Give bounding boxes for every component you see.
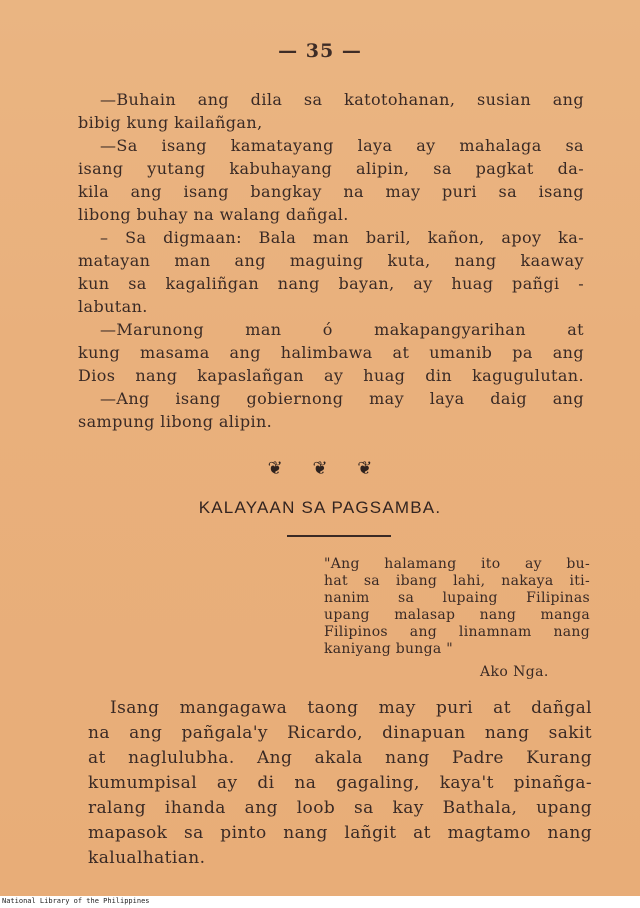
epigraph-line: "Ang halamang ito ay bu-	[324, 556, 590, 572]
quotes-line: isang yutang kabuhayang alipin, sa pagkat da-	[78, 159, 584, 178]
quotes-block	[78, 88, 584, 433]
quotes-line: matayan man ang maguing kuta, nang kaaway	[78, 251, 584, 270]
title-underline	[287, 535, 391, 537]
body-line: mapasok sa pinto nang lañgit at magtamo nang	[88, 823, 592, 843]
quotes-line: kung masama ang halimbawa at umanib pa ang	[78, 343, 584, 362]
quotes-line: —Buhain ang dila sa katotohanan, susian ang	[100, 90, 584, 109]
body-line: na ang pañgala'y Ricardo, dinapuan nang sakit	[88, 723, 592, 743]
body-line: kumumpisal ay di na gagaling, kaya't pinañga-	[88, 773, 592, 793]
page-number: — 35 —	[278, 40, 362, 62]
body-paragraph	[88, 696, 592, 871]
epigraph-block	[324, 556, 590, 658]
body-line: ralang ihanda ang loob sa kay Bathala, upang	[88, 798, 592, 818]
epigraph-line: upang malasap nang manga	[324, 607, 590, 623]
epigraph-line: nanim sa lupaing Filipinas	[324, 590, 590, 606]
ornament-divider	[0, 458, 640, 479]
quotes-line: —Sa isang kamatayang laya ay mahalaga sa	[100, 136, 584, 155]
epigraph-signature: Ako Nga.	[480, 664, 549, 680]
epigraph-line: kaniyang bunga "	[324, 641, 454, 657]
quotes-line: libong buhay na walang dañgal.	[78, 205, 349, 224]
body-line: Isang mangagawa taong may puri at dañgal	[110, 698, 592, 718]
quotes-line: labutan.	[78, 297, 148, 316]
epigraph-line: hat sa ibang lahi, nakaya iti-	[324, 573, 590, 589]
quotes-line: sampung libong alipin.	[78, 412, 273, 431]
body-line: kalualhatian.	[88, 848, 206, 868]
quotes-line: Dios nang kapaslañgan ay huag din kagugulutan.	[78, 366, 584, 385]
quotes-line: kila ang isang bangkay na may puri sa isang	[78, 182, 584, 201]
section-title: KALAYAAN SA PAGSAMBA.	[198, 498, 442, 517]
quotes-line: kun sa kagaliñgan nang bayan, ay huag pañgi -	[78, 274, 584, 293]
epigraph-line: Filipinos ang linamnam nang	[324, 624, 590, 640]
fleuron-icon: ❦	[312, 458, 328, 479]
body-line: at naglulubha. Ang akala nang Padre Kurang	[88, 748, 592, 768]
quotes-line: —Ang isang gobiernong may laya daig ang	[100, 389, 584, 408]
footer-credit: National Library of the Philippines	[2, 897, 150, 905]
quotes-line: —Marunong man ó makapangyarihan at	[100, 320, 584, 339]
fleuron-icon: ❦	[357, 458, 373, 479]
fleuron-icon: ❦	[267, 458, 283, 479]
quotes-line: – Sa digmaan: Bala man baril, kañon, apoy ka-	[100, 228, 584, 247]
quotes-line: bibig kung kailañgan,	[78, 113, 263, 132]
